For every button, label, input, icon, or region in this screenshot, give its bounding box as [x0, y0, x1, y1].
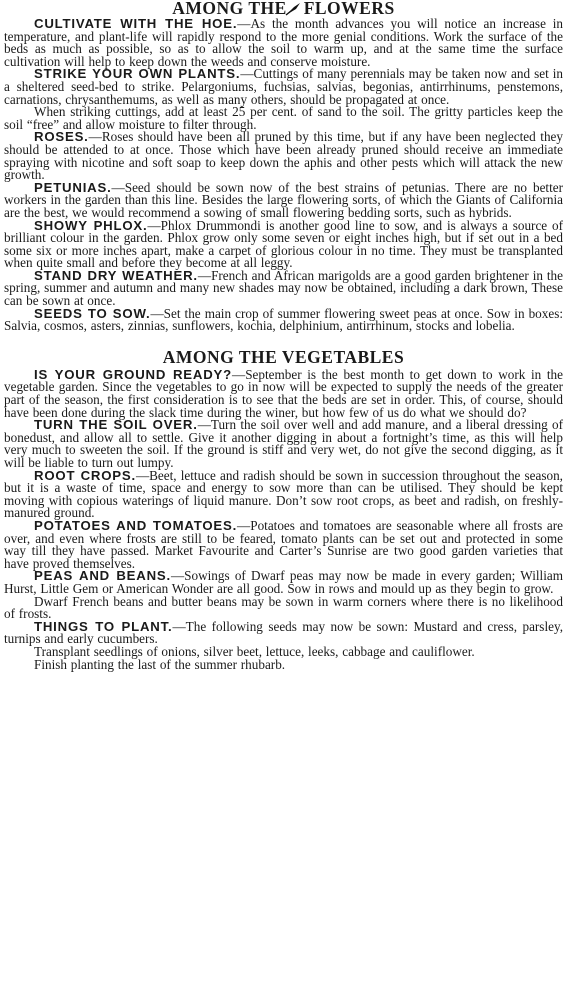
flowers-section-body: [4, 18, 563, 333]
paragraph-text: —The following seeds may now be sown: Mustard and cress, parsley, turnips and early cucumbers.: [4, 618, 563, 647]
flowers-title-text-2: FLOWERS: [298, 0, 395, 18]
paragraph-text: —French and African marigolds are a good garden brightener in the spring, summer and autumn and many new shades may now be obtained, including a dark brown, These can be sown at once.: [4, 267, 563, 309]
paragraph-heading: PEAS AND BEANS.: [34, 568, 171, 584]
article-paragraph: [4, 593, 563, 622]
paragraph-heading: ROSES.: [34, 129, 89, 145]
article-paragraph: [4, 305, 564, 334]
paragraph-text: —Potatoes and tomatoes are seasonable where all frosts are over, and even where frosts are still to be feared, tomato plants can be set out and protected in some way till they have passed. Market Favourite and Carter’s Sunrise are two good garden varieties that have proved themselves.: [4, 517, 563, 571]
paragraph-text: —Set the main crop of summer flowering sweet peas at once. Sow in boxes: Salvia, cosmos, asters, zinnias, sunflowers, kochia, delphinium, antirrhinum, stocks and lobelia.: [4, 305, 564, 334]
article-paragraph: [4, 419, 563, 469]
article-paragraph: [4, 106, 563, 131]
paragraph-text: —Turn the soil over well and add manure, and a liberal dressing of bonedust, and allow all to settle. Give it another digging in about a fortnight’s time, as this will help very much to sweeten the soil. If the ground is stiff and very wet, do not give the second digging, as it will be liable to turn out lumpy.: [4, 417, 563, 470]
article-paragraph: [4, 267, 563, 309]
vegetables-section-title: AMONG THE VEGETABLES: [162, 346, 405, 367]
article-paragraph: [4, 68, 563, 106]
paragraph-text: —Sowings of Dwarf peas may now be made in every garden; William Hurst, Little Gem or American Wonder are all good. Sow in rows and mould up as they begin to grow.: [4, 568, 563, 596]
paragraph-heading: PETUNIAS.: [34, 179, 112, 195]
article-paragraph: [4, 131, 563, 181]
paragraph-heading: ROOT CROPS.: [34, 467, 136, 483]
article-paragraph: [4, 179, 563, 220]
vegetables-section-body: [4, 366, 563, 672]
paragraph-heading: CULTIVATE WITH THE HOE.: [34, 16, 238, 31]
paragraph-text: —Seed should be sown now of the best strains of petunias. There are no better workers in the garden than this line. Besides the large flowering sorts, of which the Giants of California are the best, we would recommend a sowing of small flowering bedding sorts, such as hybrids.: [4, 179, 563, 220]
article-paragraph: [4, 517, 563, 571]
paragraph-heading: STRIKE YOUR OWN PLANTS.: [34, 66, 241, 82]
paragraph-text: —Phlox Drummondi is another good line to sow, and is always a source of brilliant colour in the garden. Phlox grow only some seven or eight inches high, but if set out in a bed some six or more inches apart, make a carpet of glorious colour in no time. They must be transplanted when quite small and before they become at all leggy.: [4, 217, 563, 271]
paragraph-text: Transplant seedlings of onions, silver beet, lettuce, leeks, cabbage and cauliflower.: [34, 643, 475, 659]
paragraph-heading: SEEDS TO SOW.: [34, 305, 151, 321]
paragraph-heading: THINGS TO PLANT.: [34, 618, 173, 634]
article-paragraph: [4, 656, 563, 672]
flowers-title-text: AMONG THE: [172, 0, 287, 18]
paragraph-heading: STAND DRY WEATHER.: [34, 267, 198, 283]
paragraph-text: —As the month advances you will notice an increase in temperature, and plant-life will rapidly respond to the more genial conditions. Work the surface of the beds as much as possible, so as to allow the soil to warm up, and at the same time the surface cultivation will help to keep down the weeds and conserve moisture.: [4, 16, 563, 69]
paragraph-text: Finish planting the last of the summer rhubarb.: [34, 656, 286, 672]
paragraph-heading: IS YOUR GROUND READY?: [34, 366, 232, 382]
paragraph-heading: SHOWY PHLOX.: [34, 217, 148, 233]
paragraph-text: When striking cuttings, add at least 25 per cent. of sand to the soil. The gritty particles keep the soil “free” and allow moisture to filter through.: [4, 104, 563, 132]
article-paragraph: [4, 570, 563, 595]
paragraph-heading: TURN THE SOIL OVER.: [34, 417, 198, 433]
article-paragraph: [4, 366, 563, 420]
paragraph-text: —Beet, lettuce and radish should be sown in succession throughout the season, but it is a waste of time, space and energy to sow more than can be utilised. They should be kept moving with copious waterings of liquid manure. Don’t sow root crops, as beet and radish, on freshly-manured ground.: [4, 467, 563, 521]
article-paragraph: [4, 217, 563, 271]
paragraph-text: Dwarf French beans and butter beans may be sown in warm corners where there is no likelihood of frosts.: [4, 593, 563, 622]
paragraph-text: —Roses should have been all pruned by this time, but if any have been neglected they should be attended to at once. Those which have been already pruned should receive an immediate spraying with nicotine and soft soap to keep down the aphis and other pests which will attack the new growth.: [4, 129, 563, 183]
paragraph-text: —September is the best month to get down to work in the vegetable garden. Since the vegetables to go in now will be expected to supply the needs of the greater part of the season, the first consideration is to see that the beds are set in order. This, of course, should have been done during the slack time during the winer, but how few of us do what we should do?: [4, 366, 563, 420]
paragraph-text: —Cuttings of many perennials may be taken now and set in a sheltered seed-bed to strike. Pelargoniums, fuchsias, salvias, begonias, antirrhinums, penstemons, carnations, chrysanthemums, as well as many others, should be propagated at once.: [4, 66, 563, 107]
paragraph-heading: POTATOES AND TOMATOES.: [34, 517, 238, 533]
article-paragraph: [4, 467, 563, 521]
article-paragraph: [4, 618, 563, 647]
feather-ornament-icon: [285, 0, 301, 20]
article-paragraph: [4, 18, 563, 68]
